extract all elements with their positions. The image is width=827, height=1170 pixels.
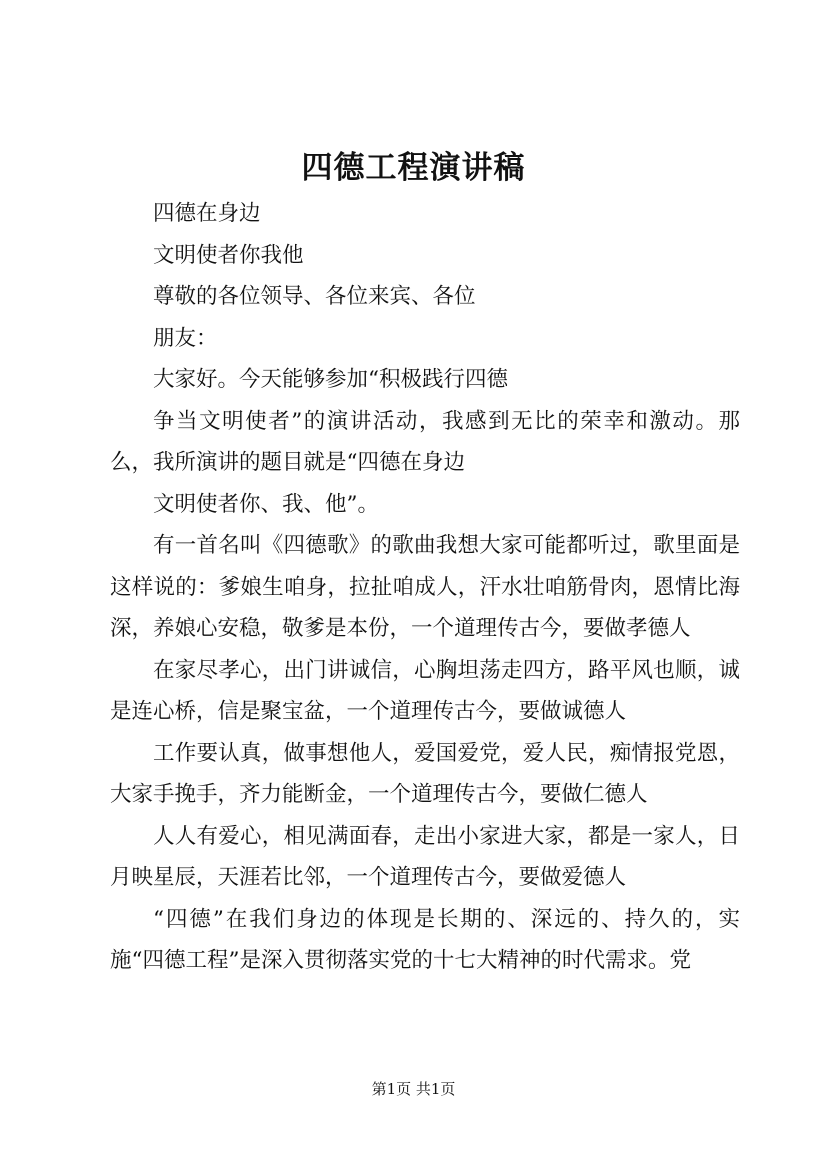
paragraph: 大家好。今天能够参加“积极践行四德 — [153, 367, 508, 392]
paragraph: 尊敬的各位领导、各位来宾、各位 — [153, 284, 476, 309]
document-title: 四德工程演讲稿 — [301, 150, 526, 186]
paragraph: “四德”在我们身边的体现是长期的、深远的、持久的，实施“四德工程”是深入贯彻落实党的十七大精神的时代需求。党 — [110, 906, 740, 973]
paragraph: 人人有爱心，相见满面春，走出小家进大家，都是一家人，日月映星辰，天涯若比邻，一个道理传古今，要做爱德人 — [110, 823, 740, 890]
document-body — [110, 193, 740, 982]
page-footer: 第1页 共1页 — [371, 1080, 456, 1098]
paragraph: 在家尽孝心，出门讲诚信，心胸坦荡走四方，路平风也顺，诚是连心桥，信是聚宝盆，一个道理传古今，要做诚德人 — [110, 657, 740, 724]
paragraph: 朋友： — [153, 325, 218, 351]
paragraph: 文明使者你、我、他”。 — [153, 491, 379, 517]
paragraph: 有一首名叫《四德歌》的歌曲我想大家可能都听过，歌里面是这样说的：爹娘生咱身，拉扯咱成人，汗水壮咱筋骨肉，恩情比海深，养娘心安稳，敬爹是本份，一个道理传古今，要做孝德人 — [110, 533, 740, 641]
paragraph: 四德在身边 — [153, 201, 261, 226]
paragraph: 争当文明使者”的演讲活动，我感到无比的荣幸和激动。那么，我所演讲的题目就是“四德在身边 — [110, 408, 740, 475]
paragraph: 文明使者你我他 — [153, 242, 304, 268]
paragraph: 工作要认真，做事想他人，爱国爱党，爱人民，痴情报党恩，大家手挽手，齐力能断金，一个道理传古今，要做仁德人 — [110, 740, 740, 807]
